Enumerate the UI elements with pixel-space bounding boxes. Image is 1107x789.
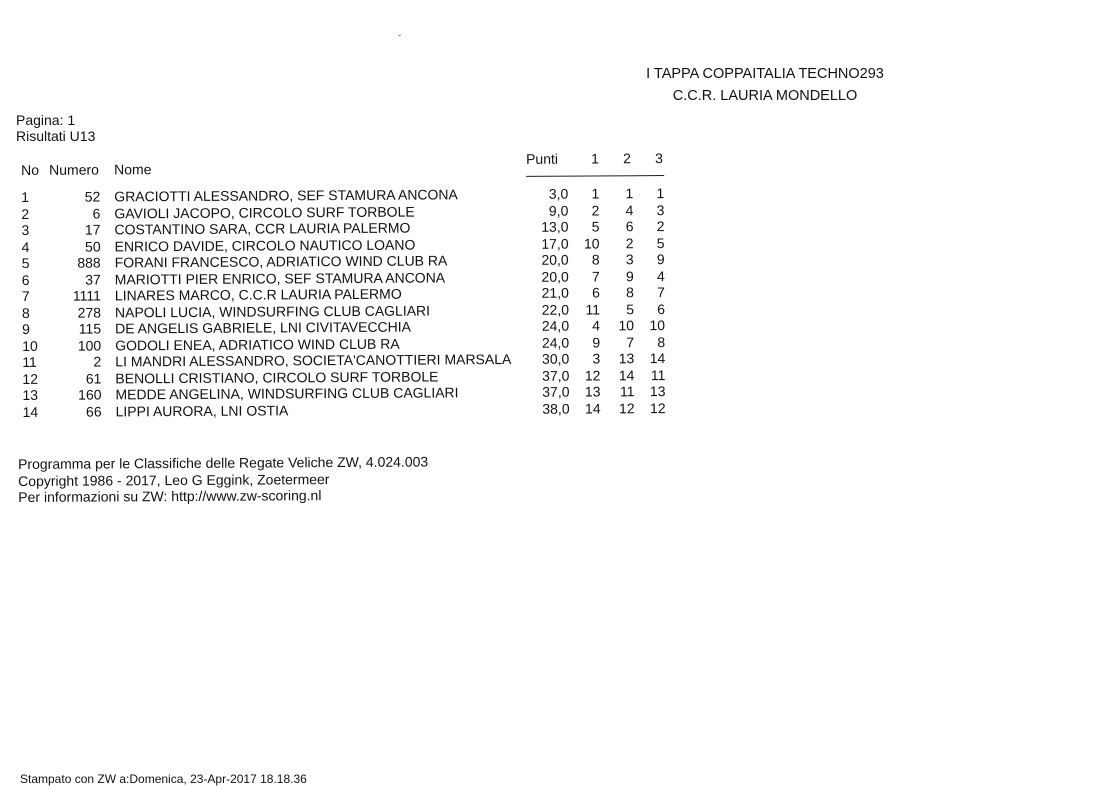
points-cell: 24,0 bbox=[541, 334, 570, 351]
column-race-2: 2 bbox=[623, 150, 631, 167]
points-cell: 37,0 bbox=[542, 367, 570, 384]
place-cell: 14 bbox=[22, 403, 39, 420]
race-1-cell: 14 bbox=[584, 399, 601, 417]
race-1-cell: 3 bbox=[592, 350, 601, 367]
column-race-1: 1 bbox=[591, 150, 599, 167]
race-3-cell: 12 bbox=[649, 399, 666, 416]
race-1-cell: 12 bbox=[584, 366, 601, 384]
points-cell: 38,0 bbox=[542, 400, 570, 417]
race-1-cell: 5 bbox=[591, 218, 600, 235]
race-1-cell: 1 bbox=[591, 185, 600, 202]
sail-number-cell: 37 bbox=[85, 270, 101, 288]
place-cell: 3 bbox=[21, 221, 30, 238]
race-2-cell: 4 bbox=[625, 201, 634, 218]
race-3-cell: 13 bbox=[649, 383, 666, 400]
results-table bbox=[18, 150, 666, 420]
place-cell: 4 bbox=[21, 238, 30, 255]
place-cell: 8 bbox=[21, 304, 30, 321]
printed-timestamp: Stampato con ZW a:Domenica, 23-Apr-2017 18.18.36 bbox=[20, 772, 307, 786]
points-cell: 30,0 bbox=[541, 350, 570, 367]
race-2-cell: 11 bbox=[619, 383, 635, 400]
race-3-cell: 5 bbox=[656, 234, 665, 251]
race-1-cell: 10 bbox=[583, 234, 600, 252]
place-cell: 11 bbox=[22, 353, 37, 370]
event-title: I TAPPA COPPAITALIA TECHNO293 bbox=[646, 66, 884, 82]
competitor-name-cell: NAPOLI LUCIA, WINDSURFING CLUB CAGLIARI bbox=[114, 301, 431, 320]
column-nome: Nome bbox=[114, 161, 152, 178]
place-cell: 5 bbox=[21, 254, 30, 271]
column-numero: Numero bbox=[49, 161, 99, 178]
race-1-cell: 13 bbox=[584, 383, 601, 400]
sail-number-cell: 52 bbox=[84, 188, 101, 205]
software-name: Programma per le Classifiche delle Regate Veliche ZW, 4.024.003 bbox=[18, 453, 429, 472]
race-2-cell: 6 bbox=[625, 218, 634, 235]
competitor-name-cell: DE ANGELIS GABRIELE, LNI CIVITAVECCHIA bbox=[115, 318, 412, 337]
race-1-cell: 4 bbox=[592, 317, 601, 334]
race-2-cell: 2 bbox=[625, 234, 634, 251]
race-3-cell: 9 bbox=[656, 251, 665, 268]
scan-speck bbox=[398, 35, 401, 37]
points-cell: 20,0 bbox=[541, 251, 569, 268]
sail-number-cell: 50 bbox=[84, 237, 101, 255]
race-2-cell: 5 bbox=[626, 300, 635, 317]
sail-number-cell: 6 bbox=[92, 204, 101, 222]
sail-number-cell: 100 bbox=[77, 336, 102, 354]
race-2-cell: 1 bbox=[625, 185, 634, 202]
place-cell: 12 bbox=[22, 370, 39, 387]
points-cell: 24,0 bbox=[541, 317, 570, 334]
competitor-name-cell: LIPPI AURORA, LNI OSTIA bbox=[115, 401, 289, 419]
results-category: Risultati U13 bbox=[16, 128, 96, 144]
race-1-cell: 7 bbox=[591, 267, 600, 284]
sail-number-cell: 61 bbox=[85, 369, 102, 387]
points-cell: 13,0 bbox=[541, 218, 569, 235]
sail-number-cell: 888 bbox=[77, 254, 101, 271]
sail-number-cell: 17 bbox=[84, 221, 101, 238]
sail-number-cell: 66 bbox=[85, 402, 102, 420]
race-2-cell: 14 bbox=[618, 366, 635, 383]
race-3-cell: 4 bbox=[656, 267, 665, 284]
race-2-cell: 8 bbox=[626, 284, 634, 301]
place-cell: 10 bbox=[22, 337, 38, 354]
competitor-name-cell: LINARES MARCO, C.C.R LAURIA PALERMO bbox=[114, 285, 402, 304]
sail-number-cell: 2 bbox=[93, 353, 102, 370]
header-rule bbox=[526, 175, 664, 177]
race-1-cell: 8 bbox=[591, 251, 600, 268]
sail-number-cell: 115 bbox=[78, 320, 102, 337]
race-3-cell: 7 bbox=[657, 284, 665, 301]
points-cell: 20,0 bbox=[541, 268, 569, 285]
place-cell: 2 bbox=[21, 205, 30, 222]
sail-number-cell: 1111 bbox=[72, 287, 101, 304]
race-1-cell: 6 bbox=[592, 284, 600, 301]
competitor-name-cell: FORANI FRANCESCO, ADRIATICO WIND CLUB RA bbox=[114, 252, 448, 271]
competitor-name-cell: MEDDE ANGELINA, WINDSURFING CLUB CAGLIARI bbox=[115, 384, 459, 403]
place-cell: 9 bbox=[22, 320, 30, 337]
place-cell: 13 bbox=[22, 386, 39, 403]
column-no: No bbox=[21, 161, 40, 178]
race-2-cell: 9 bbox=[625, 267, 634, 284]
place-cell: 7 bbox=[21, 287, 30, 304]
competitor-name-cell: MARIOTTI PIER ENRICO, SEF STAMURA ANCONA bbox=[114, 268, 446, 287]
event-venue: C.C.R. LAURIA MONDELLO bbox=[672, 88, 858, 104]
competitor-name-cell: GRACIOTTI ALESSANDRO, SEF STAMURA ANCONA bbox=[114, 186, 458, 205]
info-url: Per informazioni su ZW: http://www.zw-scoring.nl bbox=[18, 487, 322, 505]
sail-number-cell: 160 bbox=[78, 386, 102, 403]
race-2-cell: 13 bbox=[618, 350, 635, 367]
points-cell: 37,0 bbox=[542, 383, 570, 400]
points-cell: 9,0 bbox=[548, 202, 569, 219]
race-2-cell: 12 bbox=[618, 399, 635, 416]
software-info bbox=[18, 453, 428, 505]
competitor-name-cell: COSTANTINO SARA, CCR LAURIA PALERMO bbox=[114, 219, 411, 238]
race-3-cell: 1 bbox=[656, 185, 665, 202]
competitor-name-cell: LI MANDRI ALESSANDRO, SOCIETA'CANOTTIERI MARSALA bbox=[115, 350, 512, 370]
sail-number-cell: 278 bbox=[77, 303, 102, 321]
race-2-cell: 10 bbox=[618, 317, 635, 334]
race-3-cell: 14 bbox=[649, 350, 666, 367]
race-3-cell: 2 bbox=[656, 218, 665, 235]
race-2-cell: 3 bbox=[625, 251, 634, 268]
table-body bbox=[18, 185, 666, 420]
copyright: Copyright 1986 - 2017, Leo G Eggink, Zoetermeer bbox=[18, 470, 330, 489]
points-cell: 17,0 bbox=[541, 235, 569, 252]
points-cell: 3,0 bbox=[548, 185, 569, 202]
event-header bbox=[600, 63, 930, 107]
race-1-cell: 9 bbox=[592, 333, 601, 350]
race-3-cell: 8 bbox=[657, 333, 666, 350]
column-race-3: 3 bbox=[655, 150, 663, 167]
competitor-name-cell: BENOLLI CRISTIANO, CIRCOLO SURF TORBOLE bbox=[115, 367, 439, 386]
points-cell: 21,0 bbox=[541, 284, 569, 301]
race-3-cell: 3 bbox=[656, 201, 665, 218]
race-3-cell: 6 bbox=[657, 300, 666, 317]
page-number: Pagina: 1 bbox=[16, 112, 76, 128]
race-1-cell: 2 bbox=[591, 201, 600, 218]
competitor-name-cell: GAVIOLI JACOPO, CIRCOLO SURF TORBOLE bbox=[114, 203, 415, 221]
competitor-name-cell: GODOLI ENEA, ADRIATICO WIND CLUB RA bbox=[115, 335, 400, 353]
race-2-cell: 7 bbox=[626, 333, 635, 350]
race-3-cell: 11 bbox=[650, 366, 666, 383]
competitor-name-cell: ENRICO DAVIDE, CIRCOLO NAUTICO LOANO bbox=[114, 236, 416, 254]
points-cell: 22,0 bbox=[541, 301, 570, 318]
race-1-cell: 11 bbox=[585, 300, 601, 318]
column-punti: Punti bbox=[526, 150, 559, 167]
race-3-cell: 10 bbox=[649, 317, 666, 334]
page-meta bbox=[16, 112, 95, 144]
place-cell: 1 bbox=[21, 188, 30, 205]
place-cell: 6 bbox=[21, 271, 30, 288]
